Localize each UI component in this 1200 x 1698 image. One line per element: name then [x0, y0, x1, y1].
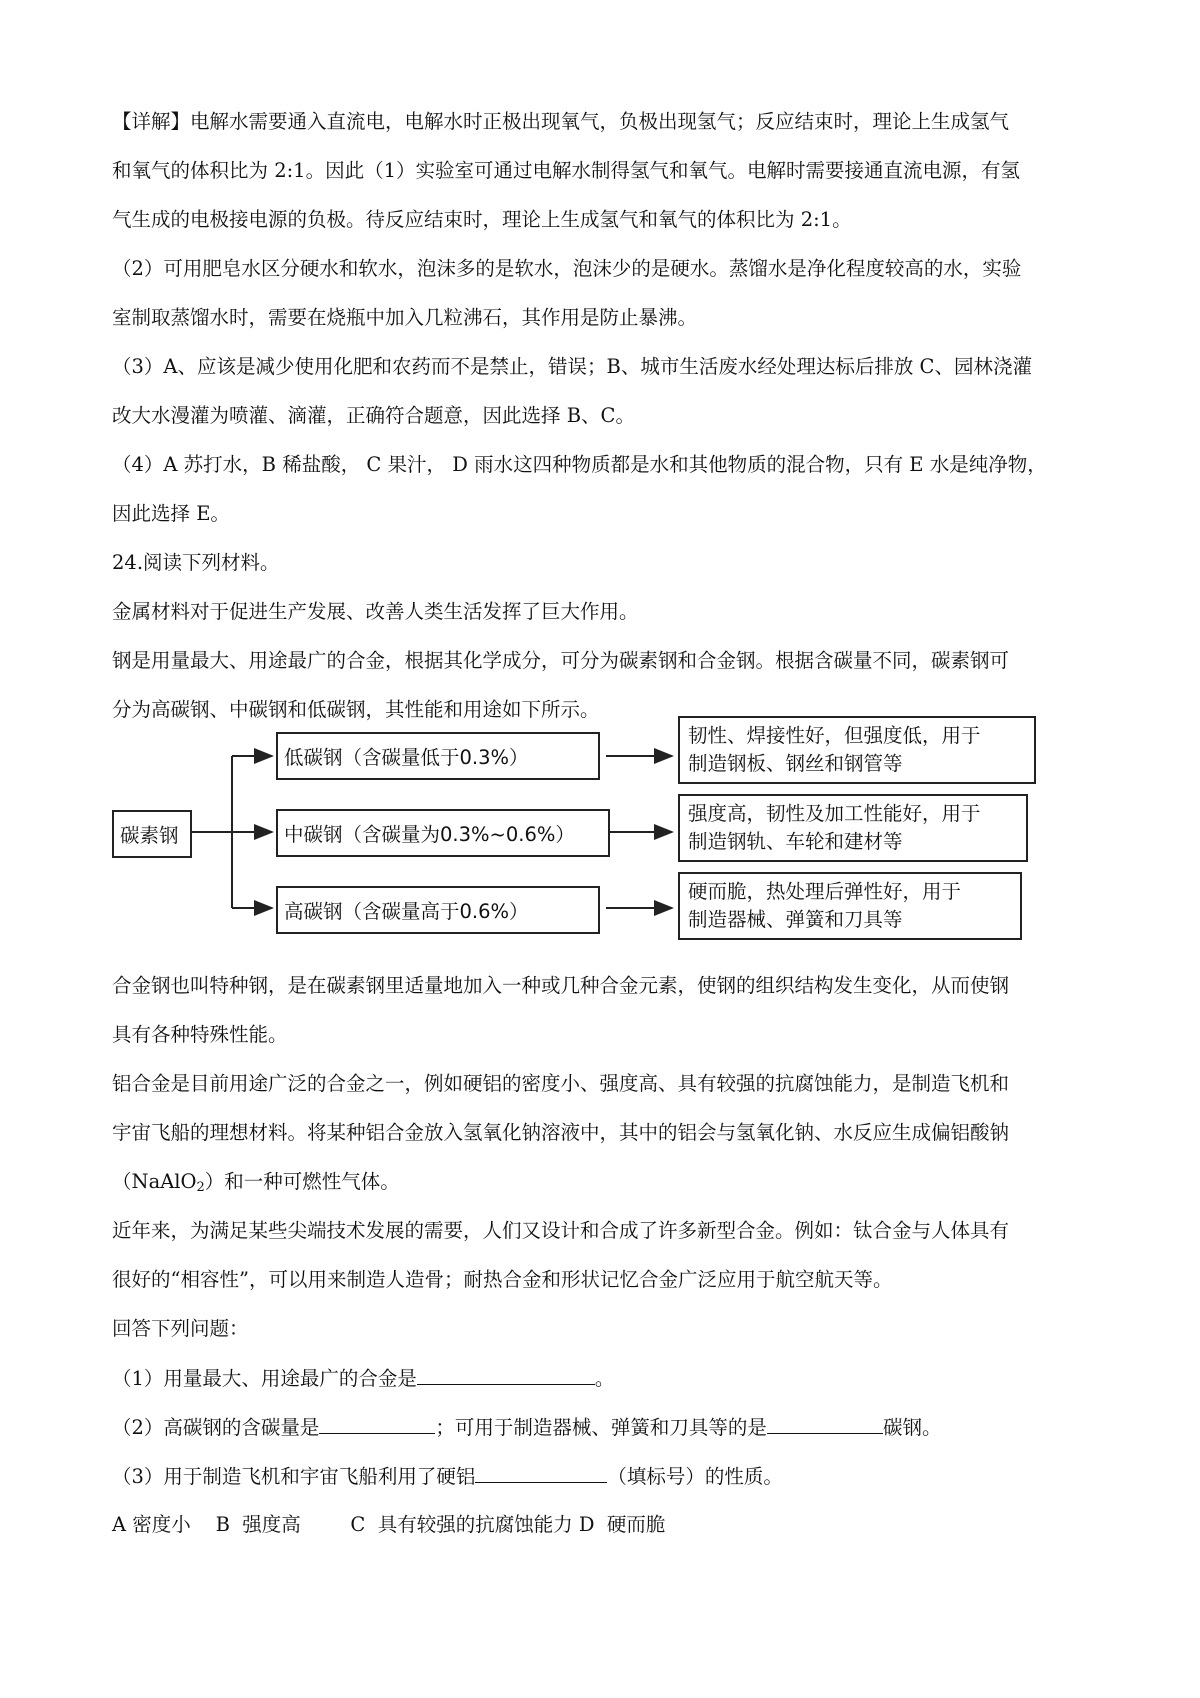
subquestion-1-end: 。 — [594, 1367, 615, 1390]
answer-blank-3[interactable] — [475, 1462, 607, 1483]
answer-prompt: 回答下列问题： — [112, 1317, 249, 1340]
formula-prefix: （NaAlO — [112, 1170, 197, 1193]
detail-line-1: 【详解】电解水需要通入直流电，电解水时正极出现氧气，负极出现氢气；反应结束时，理论上生成氢气 — [112, 110, 1010, 133]
new-alloy-line-2: 很好的“相容性”，可以用来制造人造骨；耐热合金和形状记忆合金广泛应用于航空航天等。 — [112, 1268, 893, 1291]
medium-carbon-desc-line-2: 制造钢轨、车轮和建材等 — [688, 830, 903, 853]
subquestion-3-end: （填标号）的性质。 — [607, 1465, 783, 1488]
aluminum-line-1: 铝合金是目前用途广泛的合金之一，例如硬铝的密度小、强度高、具有较强的抗腐蚀能力，是制造飞机和 — [112, 1072, 1010, 1095]
subquestion-2-text: （2）高碳钢的含碳量是 — [112, 1416, 320, 1439]
detail-line-4: （2）可用肥皂水区分硬水和软水，泡沫多的是软水，泡沫少的是硬水。蒸馏水是净化程度较高的水，实验 — [112, 257, 1022, 280]
subquestion-2-mid: ；可用于制造器械、弹簧和刀具等的是 — [435, 1416, 767, 1439]
low-carbon-desc-line-2: 制造钢板、钢丝和钢管等 — [688, 752, 903, 775]
answer-blank-1[interactable] — [417, 1364, 595, 1385]
alloy-steel-line-1: 合金钢也叫特种钢，是在碳素钢里适量地加入一种或几种合金元素，使钢的组织结构发生变化，从而使钢 — [112, 974, 1010, 997]
formula-subscript: 2 — [196, 1180, 205, 1195]
detail-line-8: （4）A 苏打水，B 稀盐酸， C 果汁， D 雨水这四种物质都是水和其他物质的混合物，只有 E 水是纯净物， — [112, 453, 1047, 476]
root-box: 碳素钢 — [112, 810, 192, 858]
subquestion-3 — [112, 1462, 783, 1491]
carbon-steel-diagram — [112, 712, 1036, 952]
low-carbon-desc-line-1: 韧性、焊接性好，但强度低，用于 — [688, 724, 981, 747]
detail-line-5: 室制取蒸馏水时，需要在烧瓶中加入几粒沸石，其作用是防止暴沸。 — [112, 306, 698, 329]
formula-suffix: ）和一种可燃性气体。 — [204, 1170, 400, 1193]
subquestion-2 — [112, 1413, 941, 1442]
subquestion-3-text: （3）用于制造飞机和宇宙飞船利用了硬铝 — [112, 1465, 476, 1488]
medium-carbon-desc-line-1: 强度高，韧性及加工性能好，用于 — [688, 802, 981, 825]
answer-blank-2a[interactable] — [319, 1413, 435, 1434]
low-carbon-desc — [678, 716, 1036, 784]
medium-carbon-box: 中碳钢（含碳量为0.3%~0.6%） — [276, 809, 610, 857]
formula-line — [112, 1168, 400, 1202]
detail-line-9: 因此选择 E。 — [112, 502, 230, 525]
high-carbon-box: 高碳钢（含碳量高于0.6%） — [276, 886, 600, 934]
answer-blank-2b[interactable] — [767, 1413, 883, 1434]
subquestion-1-text: （1）用量最大、用途最广的合金是 — [112, 1367, 417, 1390]
subquestion-2-end: 碳钢。 — [882, 1416, 942, 1439]
detail-line-7: 改大水漫灌为喷灌、滴灌，正确符合题意，因此选择 B、C。 — [112, 404, 635, 427]
detail-line-2: 和氧气的体积比为 2:1。因此（1）实验室可通过电解水制得氢气和氧气。电解时需要接通直流电源，有氢 — [112, 159, 1020, 182]
high-carbon-desc — [678, 872, 1022, 940]
question-title: 24.阅读下列材料。 — [112, 551, 280, 574]
detail-line-3: 气生成的电极接电源的负极。待反应结束时，理论上生成氢气和氧气的体积比为 2:1。 — [112, 208, 852, 231]
subquestion-1 — [112, 1364, 614, 1393]
intro-line-2: 钢是用量最大、用途最广的合金，根据其化学成分，可分为碳素钢和合金钢。根据含碳量不同，碳素钢可 — [112, 649, 1010, 672]
high-carbon-desc-line-2: 制造器械、弹簧和刀具等 — [688, 908, 903, 931]
intro-line-3: 分为高碳钢、中碳钢和低碳钢，其性能和用途如下所示。 — [112, 698, 600, 721]
alloy-steel-line-2: 具有各种特殊性能。 — [112, 1023, 288, 1046]
aluminum-line-2: 宇宙飞船的理想材料。将某种铝合金放入氢氧化钠溶液中，其中的铝会与氢氧化钠、水反应生成偏铝酸钠 — [112, 1121, 1010, 1144]
new-alloy-line-1: 近年来，为满足某些尖端技术发展的需要，人们又设计和合成了许多新型合金。例如：钛合金与人体具有 — [112, 1219, 1010, 1242]
medium-carbon-desc — [678, 794, 1028, 862]
low-carbon-box: 低碳钢（含碳量低于0.3%） — [276, 732, 600, 780]
answer-options: A 密度小 B 强度高 C 具有较强的抗腐蚀能力 D 硬而脆 — [112, 1513, 666, 1536]
intro-line-1: 金属材料对于促进生产发展、改善人类生活发挥了巨大作用。 — [112, 600, 639, 623]
high-carbon-desc-line-1: 硬而脆，热处理后弹性好，用于 — [688, 880, 962, 903]
detail-line-6: （3）A、应该是减少使用化肥和农药而不是禁止，错误；B、城市生活废水经处理达标后排放 C、园林浇灌 — [112, 355, 1032, 378]
